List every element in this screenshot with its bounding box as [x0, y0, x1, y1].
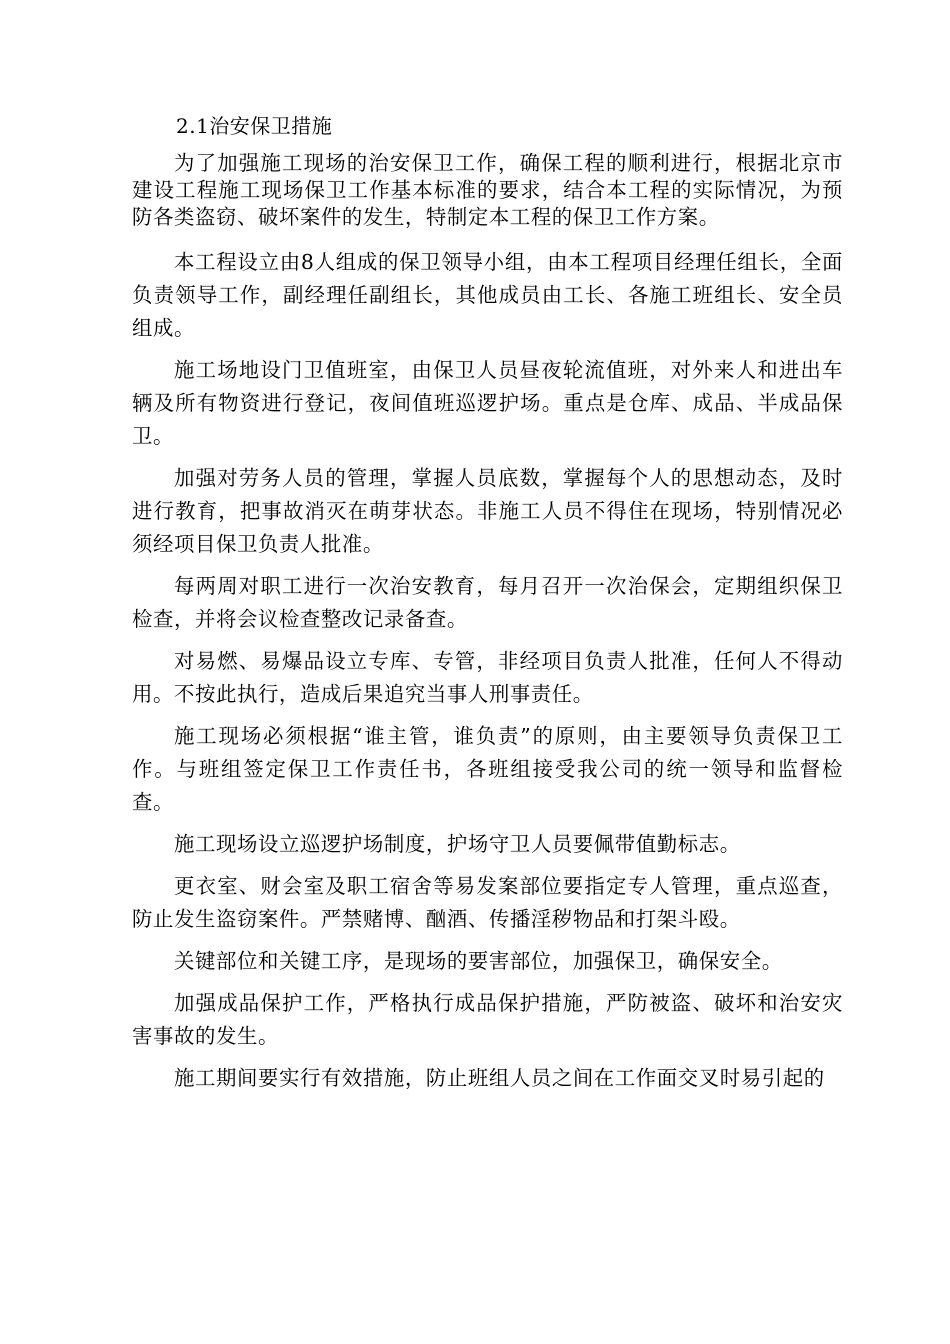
section-heading: 2.1治安保卫措施	[176, 114, 333, 138]
paragraph-key-positions: 关键部位和关键工序，是现场的要害部位，加强保卫，确保安全。	[174, 949, 783, 973]
paragraph-purpose: 为了加强施工现场的治安保卫工作，确保工程的顺利进行，根据北京市建设工程施工现场保卫工作基本标准的要求，结合本工程的实际情况，为预防各类盗窃、破坏案件的发生，特制定本工程的保卫工作方案。	[132, 151, 843, 229]
document-body	[132, 150, 843, 1104]
paragraph-leadership-group: 本工程设立由8人组成的保卫领导小组，由本工程项目经理任组长，全面负责领导工作，副经理任副组长，其他成员由工长、各施工班组长、安全员组成。	[132, 250, 843, 340]
paragraph-construction-measures: 施工期间要实行有效措施，防止班组人员之间在工作面交叉时易引起的	[174, 1066, 825, 1090]
paragraph-key-areas-staff: 更衣室、财会室及职工宿舍等易发案部位要指定专人管理，重点巡查，防止发生盗窃案件。严禁赌博、酗酒、传播淫秽物品和打架斗殴。	[132, 874, 843, 931]
paragraph-labor-management: 加强对劳务人员的管理，掌握人员底数，掌握每个人的思想动态，及时进行教育，把事故消灭在萌芽状态。非施工人员不得住在现场，特别情况必须经项目保卫负责人批准。	[132, 466, 843, 556]
paragraph-patrol: 施工现场设立巡逻护场制度，护场守卫人员要佩带值勤标志。	[174, 832, 741, 856]
paragraph-safety-education: 每两周对职工进行一次治安教育，每月召开一次治保会，定期组织保卫检查，并将会议检查整改记录备查。	[132, 574, 843, 631]
paragraph-guard-room: 施工场地设门卫值班室，由保卫人员昼夜轮流值班，对外来人和进出车辆及所有物资进行登记，夜间值班巡逻护场。重点是仓库、成品、半成品保卫。	[132, 358, 843, 448]
paragraph-hazardous-materials: 对易燃、易爆品设立专库、专管，非经项目负责人批准，任何人不得动用。不按此执行，造成后果追究当事人刑事责任。	[132, 649, 843, 706]
paragraph-responsibility: 施工现场必须根据“谁主管，谁负责”的原则，由主要领导负责保卫工作。与班组签定保卫工作责任书，各班组接受我公司的统一领导和监督检查。	[132, 724, 843, 814]
paragraph-product-protection: 加强成品保护工作，严格执行成品保护措施，严防被盗、破坏和治安灾害事故的发生。	[132, 991, 843, 1048]
